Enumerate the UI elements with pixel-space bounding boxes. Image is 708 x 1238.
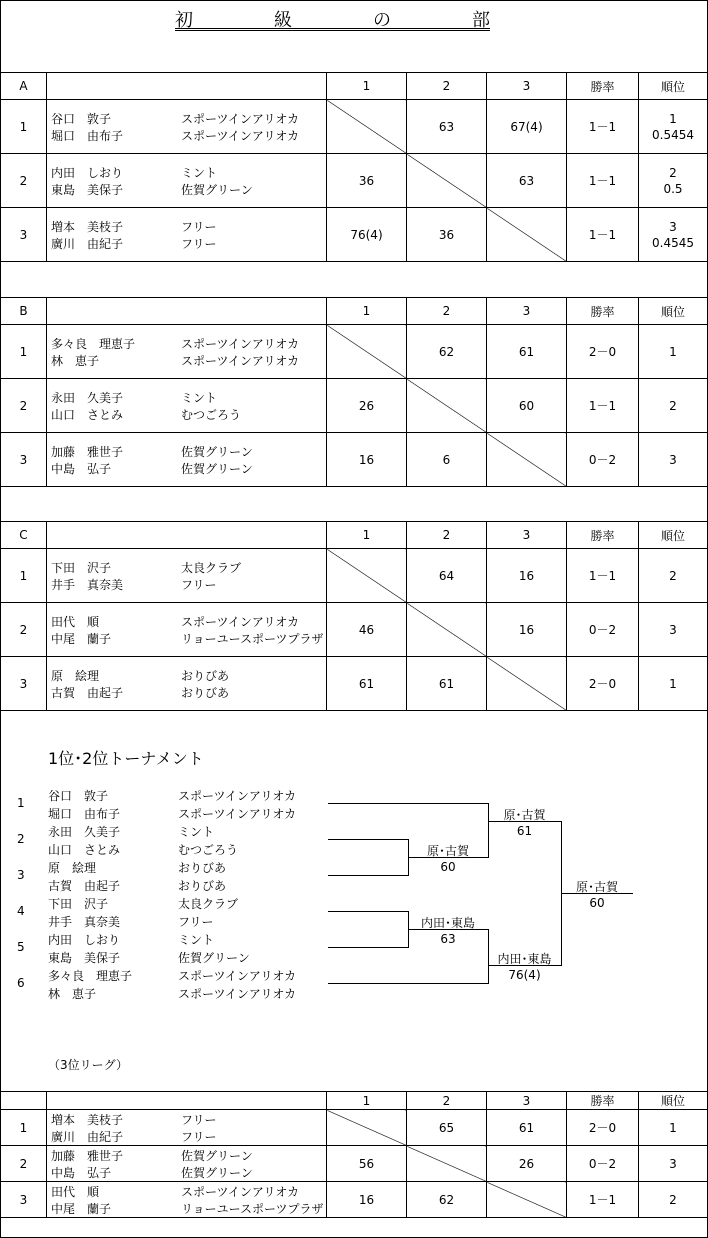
rank-value: 3 xyxy=(669,622,677,637)
entry-player xyxy=(48,859,226,876)
header-col-2: 2 xyxy=(407,298,487,325)
rank-cell xyxy=(639,1110,708,1146)
rank-value: 3 xyxy=(669,1156,677,1171)
diagonal-cell xyxy=(407,603,487,657)
player-name: 山口 さとみ xyxy=(51,407,124,422)
score-cell: 62 xyxy=(407,325,487,379)
row-number: 1 xyxy=(1,549,47,603)
win-rate-cell: 2－0 xyxy=(567,325,639,379)
player-club: スポーツインアリオカ xyxy=(178,789,296,803)
entry-player xyxy=(48,805,296,822)
entry-number: 2 xyxy=(17,832,25,846)
header-col-1: 1 xyxy=(327,522,407,549)
header-rank: 順位 xyxy=(639,522,708,549)
player-line xyxy=(47,218,326,235)
header-blank xyxy=(47,522,327,549)
player-name: 田代 順 xyxy=(51,1184,100,1199)
player-line xyxy=(47,443,326,460)
player-name: 堀口 由布子 xyxy=(51,128,124,143)
win-rate-cell: 1－1 xyxy=(567,100,639,154)
player-name: 中尾 蘭子 xyxy=(51,631,112,646)
row-number: 2 xyxy=(1,1146,47,1182)
diagonal-cell xyxy=(407,379,487,433)
third-league-title: （3位リーグ） xyxy=(48,1058,128,1072)
player-line xyxy=(47,559,326,576)
player-name: 堀口 由布子 xyxy=(48,807,121,821)
score-cell: 63 xyxy=(487,154,567,208)
score-cell: 65 xyxy=(407,1110,487,1146)
player-name: 林 恵子 xyxy=(48,987,97,1001)
score-cell: 36 xyxy=(327,154,407,208)
table-row xyxy=(1,433,708,487)
entry-player xyxy=(48,931,214,948)
row-number: 1 xyxy=(1,100,47,154)
player-club: 佐賀グリーン xyxy=(181,461,253,476)
win-rate-cell: 2－0 xyxy=(567,1110,639,1146)
player-line xyxy=(47,667,326,684)
rank-ratio: 0.5454 xyxy=(652,127,694,142)
bracket-score: 60 xyxy=(589,896,605,910)
score-cell: 46 xyxy=(327,603,407,657)
player-name: 中島 弘子 xyxy=(51,461,112,476)
score-cell: 67(4) xyxy=(487,100,567,154)
player-club: スポーツインアリオカ xyxy=(181,336,299,351)
header-rank: 順位 xyxy=(639,1092,708,1110)
row-number: 3 xyxy=(1,433,47,487)
score-cell: 16 xyxy=(487,603,567,657)
header-rank: 順位 xyxy=(639,73,708,100)
win-rate-cell: 0－2 xyxy=(567,1146,639,1182)
row-number: 3 xyxy=(1,208,47,262)
diagonal-cell xyxy=(327,325,407,379)
player-name: 原 絵理 xyxy=(48,861,97,875)
rank-cell xyxy=(639,154,708,208)
table-row xyxy=(1,154,708,208)
rank-cell xyxy=(639,1182,708,1218)
pair-cell xyxy=(47,100,327,154)
pair-cell xyxy=(47,657,327,711)
score-cell: 62 xyxy=(407,1182,487,1218)
bracket-winner: 原･古賀 xyxy=(503,808,546,822)
table-row xyxy=(1,100,708,154)
header-col-2: 2 xyxy=(407,522,487,549)
table-row xyxy=(1,549,708,603)
player-club: スポーツインアリオカ xyxy=(181,614,299,629)
entry-number: 1 xyxy=(17,796,25,810)
player-name: 古賀 由起子 xyxy=(48,879,121,893)
player-name: 下田 沢子 xyxy=(51,560,112,575)
player-name: 廣川 由紀子 xyxy=(51,236,124,251)
player-name: 加藤 雅世子 xyxy=(51,1148,124,1163)
diagonal-cell xyxy=(327,100,407,154)
header-blank xyxy=(47,298,327,325)
entry-player xyxy=(48,823,214,840)
score-cell: 60 xyxy=(487,379,567,433)
diagonal-cell xyxy=(407,1146,487,1182)
header-col-3: 3 xyxy=(487,73,567,100)
player-name: 増本 美枝子 xyxy=(51,219,124,234)
group-label: C xyxy=(1,522,47,549)
diagonal-cell xyxy=(487,208,567,262)
rank-cell xyxy=(639,208,708,262)
win-rate-cell: 1－1 xyxy=(567,154,639,208)
rank-cell xyxy=(639,549,708,603)
player-club: 太良クラブ xyxy=(181,560,242,575)
diagonal-cell xyxy=(407,154,487,208)
player-name: 谷口 敦子 xyxy=(51,111,112,126)
win-rate-cell: 2－0 xyxy=(567,657,639,711)
player-club: ミント xyxy=(178,933,215,947)
bracket-line xyxy=(328,983,488,984)
table-row xyxy=(1,603,708,657)
pair-cell xyxy=(47,1146,327,1182)
rank-cell xyxy=(639,379,708,433)
player-line xyxy=(47,684,326,701)
score-cell: 16 xyxy=(487,549,567,603)
player-name: 内田 しおり xyxy=(48,933,121,947)
header-rank: 順位 xyxy=(639,298,708,325)
player-club: おりびあ xyxy=(178,861,227,875)
player-club: むつごろう xyxy=(181,407,242,422)
player-name: 谷口 敦子 xyxy=(48,789,109,803)
table-row xyxy=(1,657,708,711)
pair-cell xyxy=(47,325,327,379)
entry-number: 4 xyxy=(17,904,25,918)
player-club: 佐賀グリーン xyxy=(181,1165,253,1180)
player-club: 佐賀グリーン xyxy=(178,951,250,965)
rank-cell xyxy=(639,433,708,487)
bracket-line xyxy=(328,803,488,804)
score-cell: 6 xyxy=(407,433,487,487)
bracket-line xyxy=(328,875,408,876)
player-line xyxy=(47,181,326,198)
player-club: ミント xyxy=(181,390,218,405)
player-name: 中尾 蘭子 xyxy=(51,1201,112,1216)
player-club: 佐賀グリーン xyxy=(181,444,253,459)
score-cell: 56 xyxy=(327,1146,407,1182)
league-table-c xyxy=(0,521,708,711)
win-rate-cell: 1－1 xyxy=(567,1182,639,1218)
rank-value: 1 xyxy=(669,1120,677,1135)
player-club: スポーツインアリオカ xyxy=(178,807,296,821)
win-rate-cell: 1－1 xyxy=(567,549,639,603)
diagonal-cell xyxy=(327,1110,407,1146)
rank-value: 1 xyxy=(669,676,677,691)
score-cell: 76(4) xyxy=(327,208,407,262)
player-line xyxy=(47,406,326,423)
score-cell: 36 xyxy=(407,208,487,262)
player-name: 永田 久美子 xyxy=(51,390,124,405)
league-table-b xyxy=(0,297,708,487)
player-name: 多々良 理恵子 xyxy=(48,969,133,983)
win-rate-cell: 0－2 xyxy=(567,433,639,487)
page-title xyxy=(175,6,490,31)
title-char: 級 xyxy=(274,10,292,31)
player-club: フリー xyxy=(181,219,217,234)
player-name: 東島 美保子 xyxy=(51,182,124,197)
bracket-score: 76(4) xyxy=(508,968,541,982)
player-club: フリー xyxy=(181,236,217,251)
score-cell: 16 xyxy=(327,1182,407,1218)
bracket-line xyxy=(328,839,408,840)
score-cell: 26 xyxy=(327,379,407,433)
player-club: スポーツインアリオカ xyxy=(181,1184,299,1199)
header-win-rate: 勝率 xyxy=(567,298,639,325)
player-name: 井手 真奈美 xyxy=(51,577,124,592)
rank-value: 2 xyxy=(669,398,677,413)
entry-player xyxy=(48,949,250,966)
header-col-1: 1 xyxy=(327,73,407,100)
pair-cell xyxy=(47,433,327,487)
player-line xyxy=(47,1164,326,1181)
header-col-3: 3 xyxy=(487,298,567,325)
rank-ratio: 0.5 xyxy=(663,181,683,196)
entry-player xyxy=(48,985,296,1002)
bracket-winner: 内田･東島 xyxy=(420,916,475,930)
player-name: 田代 順 xyxy=(51,614,100,629)
header-win-rate: 勝率 xyxy=(567,73,639,100)
player-club: フリー xyxy=(181,577,217,592)
player-club: むつごろう xyxy=(178,843,239,857)
player-club: フリー xyxy=(178,915,214,929)
win-rate-cell: 1－1 xyxy=(567,208,639,262)
entry-number: 3 xyxy=(17,868,25,882)
player-name: 山口 さとみ xyxy=(48,843,121,857)
pair-cell xyxy=(47,603,327,657)
player-club: リョーユースポーツプラザ xyxy=(181,631,324,646)
bracket-score: 60 xyxy=(440,860,456,874)
entry-player xyxy=(48,913,214,930)
header-col-2: 2 xyxy=(407,73,487,100)
header-col-3: 3 xyxy=(487,1092,567,1110)
row-number: 1 xyxy=(1,1110,47,1146)
player-line xyxy=(47,630,326,647)
header-blank xyxy=(47,73,327,100)
player-club: スポーツインアリオカ xyxy=(181,128,299,143)
league-table-a xyxy=(0,72,708,262)
player-line xyxy=(47,1183,326,1200)
pair-cell xyxy=(47,549,327,603)
diagonal-cell xyxy=(487,657,567,711)
table-row xyxy=(1,1110,708,1146)
player-club: 太良クラブ xyxy=(178,897,239,911)
score-cell: 61 xyxy=(487,325,567,379)
group-label: B xyxy=(1,298,47,325)
table-row xyxy=(1,325,708,379)
pair-cell xyxy=(47,379,327,433)
player-name: 永田 久美子 xyxy=(48,825,121,839)
player-line xyxy=(47,110,326,127)
rank-cell xyxy=(639,657,708,711)
player-club: ミント xyxy=(178,825,215,839)
score-cell: 61 xyxy=(327,657,407,711)
entry-number: 6 xyxy=(17,976,25,990)
player-club: スポーツインアリオカ xyxy=(178,987,296,1001)
player-line xyxy=(47,613,326,630)
bracket-line xyxy=(328,947,408,948)
player-name: 多々良 理恵子 xyxy=(51,336,136,351)
pair-cell xyxy=(47,154,327,208)
pair-cell xyxy=(47,1110,327,1146)
bracket-score: 63 xyxy=(440,932,456,946)
player-line xyxy=(47,335,326,352)
header-col-1: 1 xyxy=(327,298,407,325)
player-line xyxy=(47,389,326,406)
bracket-winner: 原･古賀 xyxy=(575,880,618,894)
player-line xyxy=(47,127,326,144)
player-name: 原 絵理 xyxy=(51,668,100,683)
score-cell: 61 xyxy=(407,657,487,711)
player-club: スポーツインアリオカ xyxy=(178,969,296,983)
rank-cell xyxy=(639,325,708,379)
rank-cell xyxy=(639,1146,708,1182)
rank-value: 2 xyxy=(669,568,677,583)
player-name: 廣川 由紀子 xyxy=(51,1129,124,1144)
player-club: ミント xyxy=(181,165,218,180)
player-line xyxy=(47,1147,326,1164)
player-club: おりびあ xyxy=(178,879,227,893)
entry-number: 5 xyxy=(17,940,25,954)
player-name: 林 恵子 xyxy=(51,353,100,368)
player-name: 井手 真奈美 xyxy=(48,915,121,929)
score-cell: 61 xyxy=(487,1110,567,1146)
player-line xyxy=(47,235,326,252)
row-number: 2 xyxy=(1,603,47,657)
score-cell: 64 xyxy=(407,549,487,603)
player-club: おりびあ xyxy=(181,668,230,683)
player-club: フリー xyxy=(181,1129,217,1144)
row-number: 2 xyxy=(1,154,47,208)
player-line xyxy=(47,1200,326,1217)
player-club: 佐賀グリーン xyxy=(181,182,253,197)
win-rate-cell: 1－1 xyxy=(567,379,639,433)
score-cell: 26 xyxy=(487,1146,567,1182)
group-label xyxy=(1,1092,47,1110)
rank-value: 3 xyxy=(669,219,677,234)
bracket-score: 61 xyxy=(516,824,533,838)
group-label: A xyxy=(1,73,47,100)
score-cell: 63 xyxy=(407,100,487,154)
player-club: フリー xyxy=(181,1112,217,1127)
bracket-winner: 内田･東島 xyxy=(497,952,552,966)
rank-value: 1 xyxy=(669,111,677,126)
table-row xyxy=(1,1146,708,1182)
entry-player xyxy=(48,895,238,912)
bracket-line xyxy=(328,911,408,912)
score-cell: 16 xyxy=(327,433,407,487)
player-name: 内田 しおり xyxy=(51,165,124,180)
diagonal-cell xyxy=(487,1182,567,1218)
league-table-third xyxy=(0,1091,708,1218)
pair-cell xyxy=(47,208,327,262)
rank-cell xyxy=(639,603,708,657)
row-number: 3 xyxy=(1,657,47,711)
entry-player xyxy=(48,967,296,984)
player-line xyxy=(47,576,326,593)
header-win-rate: 勝率 xyxy=(567,1092,639,1110)
player-name: 増本 美枝子 xyxy=(51,1112,124,1127)
player-name: 下田 沢子 xyxy=(48,897,109,911)
table-row xyxy=(1,208,708,262)
player-line xyxy=(47,1111,326,1128)
rank-ratio: 0.4545 xyxy=(652,235,694,250)
player-club: スポーツインアリオカ xyxy=(181,353,299,368)
header-col-3: 3 xyxy=(487,522,567,549)
rank-value: 3 xyxy=(669,452,677,467)
tournament-title: 1位･2位トーナメント xyxy=(48,749,204,768)
rank-value: 2 xyxy=(669,1192,677,1207)
player-line xyxy=(47,1128,326,1145)
header-win-rate: 勝率 xyxy=(567,522,639,549)
player-line xyxy=(47,460,326,477)
entry-player xyxy=(48,877,226,894)
entry-player xyxy=(48,841,238,858)
title-char: 部 xyxy=(472,10,490,31)
table-row xyxy=(1,379,708,433)
player-name: 古賀 由起子 xyxy=(51,685,124,700)
rank-value: 1 xyxy=(669,344,677,359)
header-col-1: 1 xyxy=(327,1092,407,1110)
player-line xyxy=(47,164,326,181)
pair-cell xyxy=(47,1182,327,1218)
header-col-2: 2 xyxy=(407,1092,487,1110)
entry-player xyxy=(48,787,296,804)
row-number: 3 xyxy=(1,1182,47,1218)
title-char: の xyxy=(373,10,391,31)
rank-cell xyxy=(639,100,708,154)
player-name: 東島 美保子 xyxy=(48,951,121,965)
row-number: 1 xyxy=(1,325,47,379)
player-club: リョーユースポーツプラザ xyxy=(181,1201,324,1216)
player-name: 中島 弘子 xyxy=(51,1165,112,1180)
table-row xyxy=(1,1182,708,1218)
player-club: 佐賀グリーン xyxy=(181,1148,253,1163)
header-blank xyxy=(47,1092,327,1110)
player-club: おりびあ xyxy=(181,685,230,700)
player-name: 加藤 雅世子 xyxy=(51,444,124,459)
player-line xyxy=(47,352,326,369)
diagonal-cell xyxy=(487,433,567,487)
title-char: 初 xyxy=(175,10,193,31)
win-rate-cell: 0－2 xyxy=(567,603,639,657)
row-number: 2 xyxy=(1,379,47,433)
bracket-winner: 原･古賀 xyxy=(426,844,469,858)
diagonal-cell xyxy=(327,549,407,603)
player-club: スポーツインアリオカ xyxy=(181,111,299,126)
rank-value: 2 xyxy=(669,165,677,180)
